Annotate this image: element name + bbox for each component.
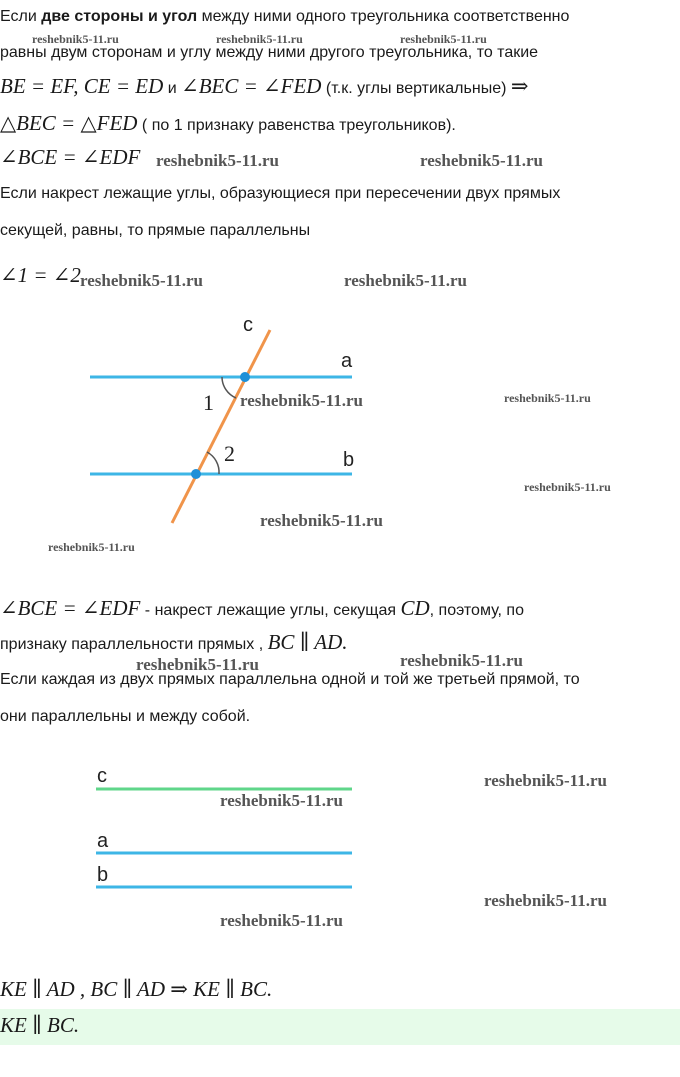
paragraph-transitivity-line1: Если каждая из двух прямых параллельна одной и той же третьей прямой, то xyxy=(0,671,580,688)
watermark: reshebnik5-11.ru xyxy=(524,480,611,494)
text: (т.к. углы вертикальные) xyxy=(321,80,511,97)
watermark: reshebnik5-11.ru xyxy=(80,271,203,290)
watermark: reshebnik5-11.ru xyxy=(136,655,259,674)
bold-text: две стороны и угол xyxy=(41,8,198,25)
watermark: reshebnik5-11.ru xyxy=(220,911,343,930)
paragraph-sas-line2: равны двум сторонам и углу между ними другого треугольника, то такие xyxy=(0,44,539,61)
watermark: reshebnik5-11.ru xyxy=(216,32,303,46)
answer-line xyxy=(0,1013,79,1038)
text: - накрест лежащие углы, секущая xyxy=(140,602,401,619)
label-c: c xyxy=(97,765,107,787)
text: между ними одного треугольника соответственно xyxy=(197,8,570,25)
math-expression: BC ∥ AD. xyxy=(267,630,348,654)
paragraph-conclusion-line1 xyxy=(0,596,524,621)
equation-final-derivation xyxy=(0,977,272,1002)
watermark: reshebnik5-11.ru xyxy=(220,791,343,810)
label-b: b xyxy=(97,864,109,886)
paragraph-alternate-angles-line1: Если накрест лежащие углы, образующиеся при пересечении двух прямых xyxy=(0,185,561,202)
equation-angles-equal xyxy=(0,145,140,170)
watermark: reshebnik5-11.ru xyxy=(48,540,135,554)
watermark: reshebnik5-11.ru xyxy=(400,32,487,46)
paragraph-sas-line1 xyxy=(0,8,569,26)
label-c: c xyxy=(243,314,253,336)
watermark: reshebnik5-11.ru xyxy=(344,271,467,290)
watermark: reshebnik5-11.ru xyxy=(484,891,607,910)
watermark: reshebnik5-11.ru xyxy=(260,511,383,530)
math-expression: ∠1 = ∠2 xyxy=(0,263,81,287)
text: Если xyxy=(0,8,42,25)
math-expression: △BEC = △FED xyxy=(0,111,138,135)
equation-equalities xyxy=(0,74,528,99)
watermark: reshebnik5-11.ru xyxy=(400,651,523,670)
paragraph-transitivity-line2: они параллельны и между собой. xyxy=(0,708,251,725)
watermark: reshebnik5-11.ru xyxy=(156,151,279,170)
implies-symbol: ⇒ xyxy=(510,74,529,98)
text: , поэтому, по xyxy=(429,602,524,619)
angle2-arc xyxy=(207,452,219,474)
angle-label-1: 1 xyxy=(203,390,214,415)
answer-highlight xyxy=(0,1009,680,1045)
text: и xyxy=(163,80,182,97)
label-a: a xyxy=(97,830,109,852)
watermark: reshebnik5-11.ru xyxy=(32,32,119,46)
math-expression: ∠BCE = ∠EDF xyxy=(0,145,141,169)
watermark: reshebnik5-11.ru xyxy=(504,391,591,405)
math-expression: KE ∥ AD , BC ∥ AD ⇒ KE ∥ BC. xyxy=(0,977,273,1001)
equation-angle1-angle2 xyxy=(0,263,81,288)
equation-triangles-equal xyxy=(0,111,456,136)
paragraph-conclusion-line2 xyxy=(0,630,348,655)
watermark: reshebnik5-11.ru xyxy=(240,391,363,410)
angle1-arc xyxy=(222,377,236,398)
watermark: reshebnik5-11.ru xyxy=(420,151,543,170)
text: ( по 1 признаку равенства треугольников). xyxy=(137,117,456,134)
text: признаку параллельности прямых , xyxy=(0,636,268,653)
intersection-point-a xyxy=(240,372,250,382)
paragraph-alternate-angles-line2: секущей, равны, то прямые параллельны xyxy=(0,222,311,239)
math-expression: ∠BCE = ∠EDF xyxy=(0,596,141,620)
math-expression: BE = EF, CE = ED xyxy=(0,74,164,98)
angle-label-2: 2 xyxy=(224,441,235,466)
math-expression: ∠BEC = ∠FED xyxy=(181,74,322,98)
intersection-point-b xyxy=(191,469,201,479)
math-expression: KE ∥ BC. xyxy=(0,1013,80,1037)
label-b: b xyxy=(343,449,355,471)
transversal-c xyxy=(172,330,270,523)
label-a: a xyxy=(341,350,353,372)
math-expression: CD xyxy=(400,596,430,620)
watermark: reshebnik5-11.ru xyxy=(484,771,607,790)
